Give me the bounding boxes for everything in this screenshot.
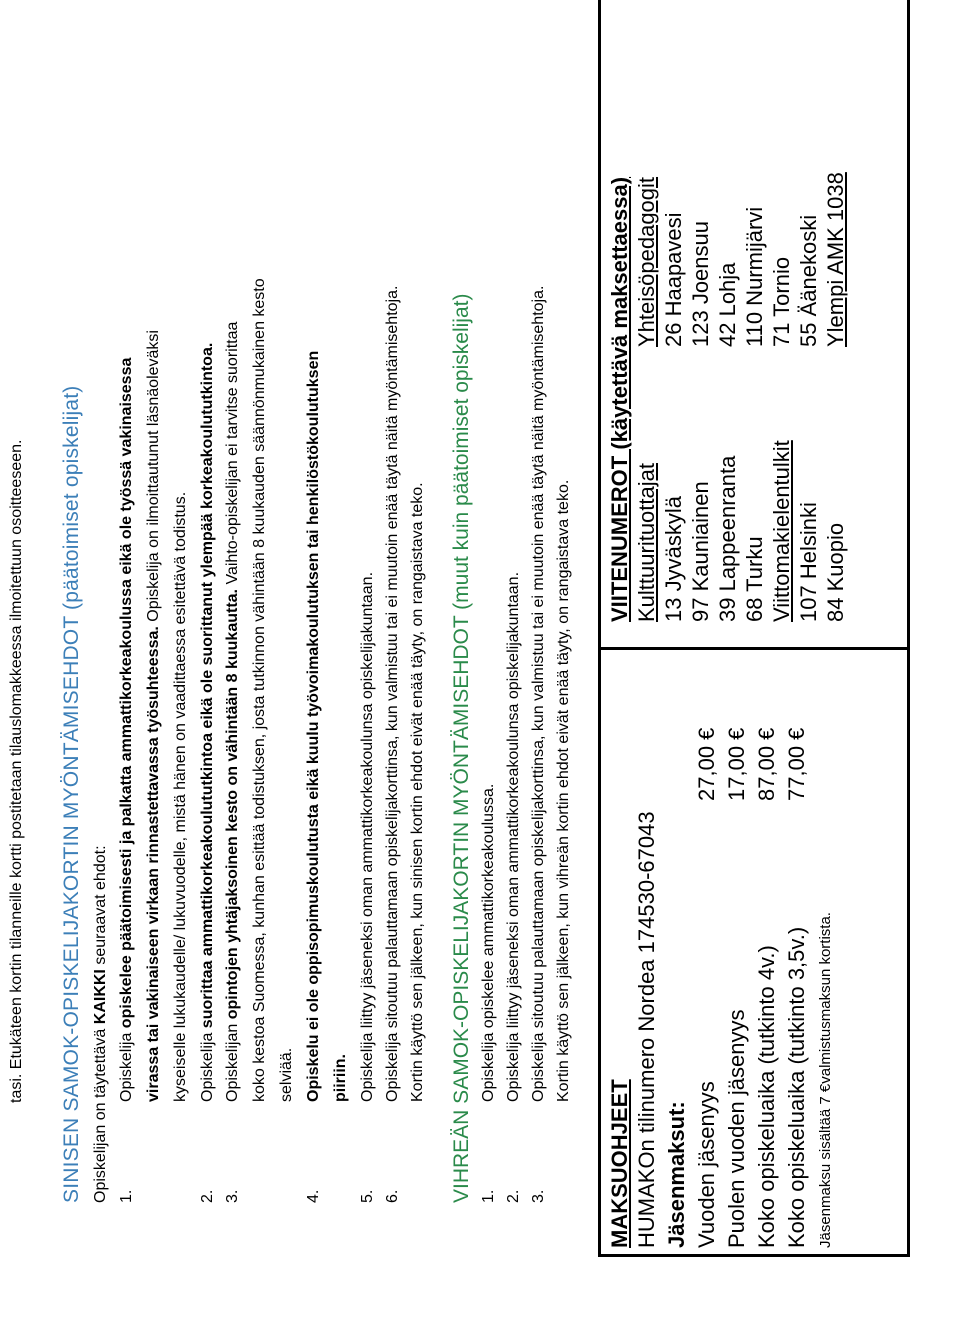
fee-label: Puolen vuoden jäsenyys bbox=[724, 1009, 749, 1248]
fees-label: Jäsenmaksut: bbox=[664, 1101, 689, 1248]
fee-value: 17,00 € bbox=[724, 727, 749, 801]
text-bold: opiskelee päätoimisesti ja palkatta ammattikorkeakoulussa eikä ole työssä vakinaisessa bbox=[118, 357, 135, 1029]
payment-heading: MAKSUOHJEET bbox=[607, 1079, 632, 1248]
ref-item: 110 Nurmijärvi bbox=[742, 206, 767, 347]
blue-item-3-line2: koko kestoa Suomessa, kunhan esittää todistuksen, josta tutkinnon vähintään 8 kuukauden säännönmukainen kesto bbox=[251, 278, 268, 1102]
intro-text: tasi. Etukäteen kortin tilanneille kortti postitetaan tilauslomakkeessa ilmoitettuun osoitteeseen. bbox=[8, 439, 25, 1103]
text: Opiskelija bbox=[118, 1028, 135, 1102]
ref-item: 55 Äänekoski bbox=[796, 214, 821, 347]
fee-value: 87,00 € bbox=[754, 727, 779, 801]
fee-label: Koko opiskeluaika (tutkinto 3,5v.) bbox=[784, 926, 809, 1248]
fee-value: 27,00 € bbox=[694, 727, 719, 801]
text: Opiskelijan bbox=[224, 1019, 241, 1102]
text-bold: suorittaa ammattikorkeakoulututkintoa eikä ole suorittanut ylempää korkeakoulututkintoa. bbox=[199, 342, 216, 1029]
blue-num-2: 2. bbox=[199, 1189, 216, 1203]
green-item-2: Opiskelija liittyy jäseneksi oman ammattikorkeakoulunsa opiskelijakuntaan. bbox=[505, 571, 522, 1102]
blue-item-1-line2 bbox=[145, 330, 163, 1102]
ref-item: 68 Turku bbox=[742, 536, 767, 622]
text: Vaihto-opiskelijan ei tarvitse suorittaa bbox=[224, 321, 241, 589]
blue-item-1-line1 bbox=[118, 358, 136, 1102]
fee-value: 77,00 € bbox=[784, 727, 809, 801]
blue-card-title: SINISEN SAMOK-OPISKELIJAKORTIN MYÖNTÄMISEHDOT (päätoimiset opiskelijat) bbox=[60, 385, 83, 1203]
green-item-1: Opiskelija opiskelee ammattikorkeakoulussa. bbox=[480, 783, 497, 1102]
blue-num-1: 1. bbox=[118, 1189, 135, 1203]
blue-num-3: 3. bbox=[224, 1189, 241, 1203]
refs-heading: VIITENUMEROT (käytettävä maksettaessa) bbox=[607, 176, 632, 622]
lead-bold: KAIKKI bbox=[92, 969, 109, 1025]
ref-item: 71 Tornio bbox=[769, 256, 794, 347]
blue-after-text: Kortin käyttö sen jälkeen, kun sinisen kortin ehdot eivät enää täyty, on rangaistava teko. bbox=[409, 482, 426, 1102]
green-num-2: 2. bbox=[505, 1189, 522, 1203]
blue-item-6: Opiskelija sitoutuu palauttamaan opiskelijakorttinsa, kun valmistuu tai ei muutoin enää täytä näitä myöntämisehtoja. bbox=[384, 285, 401, 1102]
green-num-1: 1. bbox=[480, 1189, 497, 1203]
text: Opiskelija bbox=[199, 1028, 216, 1102]
ref-item: 39 Lappeenranta bbox=[715, 455, 740, 622]
blue-item-5: Opiskelija liittyy jäseneksi oman ammattikorkeakoulunsa opiskelijakuntaan. bbox=[359, 571, 376, 1102]
blue-item-4-line1: Opiskelu ei ole oppisopimuskoulutusta eikä kuulu työvoimakoulutuksen tai henkilöstökoulutuksen bbox=[305, 350, 322, 1102]
ref-item: 26 Haapavesi bbox=[661, 212, 686, 347]
text-bold: virassa tai vakinaiseen virkaan rinnastettavassa työsuhteessa. bbox=[145, 626, 162, 1102]
refs-col1-heading2: Viittomakielentulkit bbox=[769, 440, 794, 622]
blue-item-3-line3: selviää. bbox=[278, 1047, 295, 1102]
ref-item: 42 Lohja bbox=[715, 262, 740, 347]
green-after-text: Kortin käyttö sen jälkeen, kun vihreän kortin ehdot eivät enää täyty, on rangaistava teko. bbox=[555, 479, 572, 1102]
account-number: HUMAKOn tilinumero Nordea 174530-67043 bbox=[634, 811, 659, 1248]
green-num-3: 3. bbox=[530, 1189, 547, 1203]
ref-item: 13 Jyväskylä bbox=[661, 496, 686, 622]
payment-instructions-box bbox=[598, 647, 910, 1257]
lead-text-end: seuraavat ehdot: bbox=[92, 845, 109, 970]
blue-lead bbox=[92, 845, 110, 1203]
ref-item: 97 Kauniainen bbox=[688, 481, 713, 622]
ref-item: 84 Kuopio bbox=[823, 522, 848, 622]
green-card-title: VIHREÄN SAMOK-OPISKELIJAKORTIN MYÖNTÄMISEHDOT (muut kuin päätoimiset opiskelijat) bbox=[450, 293, 473, 1203]
lead-text: Opiskelijan on täytettävä bbox=[92, 1024, 109, 1203]
blue-num-5: 5. bbox=[359, 1189, 376, 1203]
blue-num-6: 6. bbox=[384, 1189, 401, 1203]
green-item-3: Opiskelija sitoutuu palauttamaan opiskelijakorttinsa, kun valmistuu tai ei muutoin enää täytä näitä myöntämisehtoja. bbox=[530, 285, 547, 1102]
blue-item-1-line3: kyseiselle lukukaudelle/ lukuvuodelle, mistä hänen on vaadittaessa esitettävä todistus. bbox=[172, 491, 189, 1102]
text-bold: opintojen yhtäjaksoinen kesto on vähintään 8 kuukautta. bbox=[224, 588, 241, 1020]
blue-item-3-line1 bbox=[224, 322, 242, 1102]
fee-label: Vuoden jäsenyys bbox=[694, 1081, 719, 1248]
payment-footnote: Jäsenmaksu sisältää 7 €valmistusmaksun kortista. bbox=[817, 912, 834, 1248]
ref-item: 107 Helsinki bbox=[796, 502, 821, 622]
ref-item: 123 Joensuu bbox=[688, 221, 713, 347]
refs-col1-heading: Kulttuurituottajat bbox=[634, 463, 659, 622]
ref-item-ylempi-amk: Ylempi AMK 1038 bbox=[823, 172, 848, 347]
blue-item-4-line2: piiriin. bbox=[332, 1054, 349, 1102]
blue-item-2 bbox=[199, 343, 217, 1102]
fee-label: Koko opiskeluaika (tutkinto 4v.) bbox=[754, 945, 779, 1248]
blue-num-4: 4. bbox=[305, 1189, 322, 1203]
refs-col2-heading: Yhteisöpedagogit bbox=[634, 176, 659, 347]
text: Opiskelija on ilmoittautunut läsnäoleväksi bbox=[145, 330, 162, 627]
reference-numbers-box bbox=[598, 0, 910, 647]
